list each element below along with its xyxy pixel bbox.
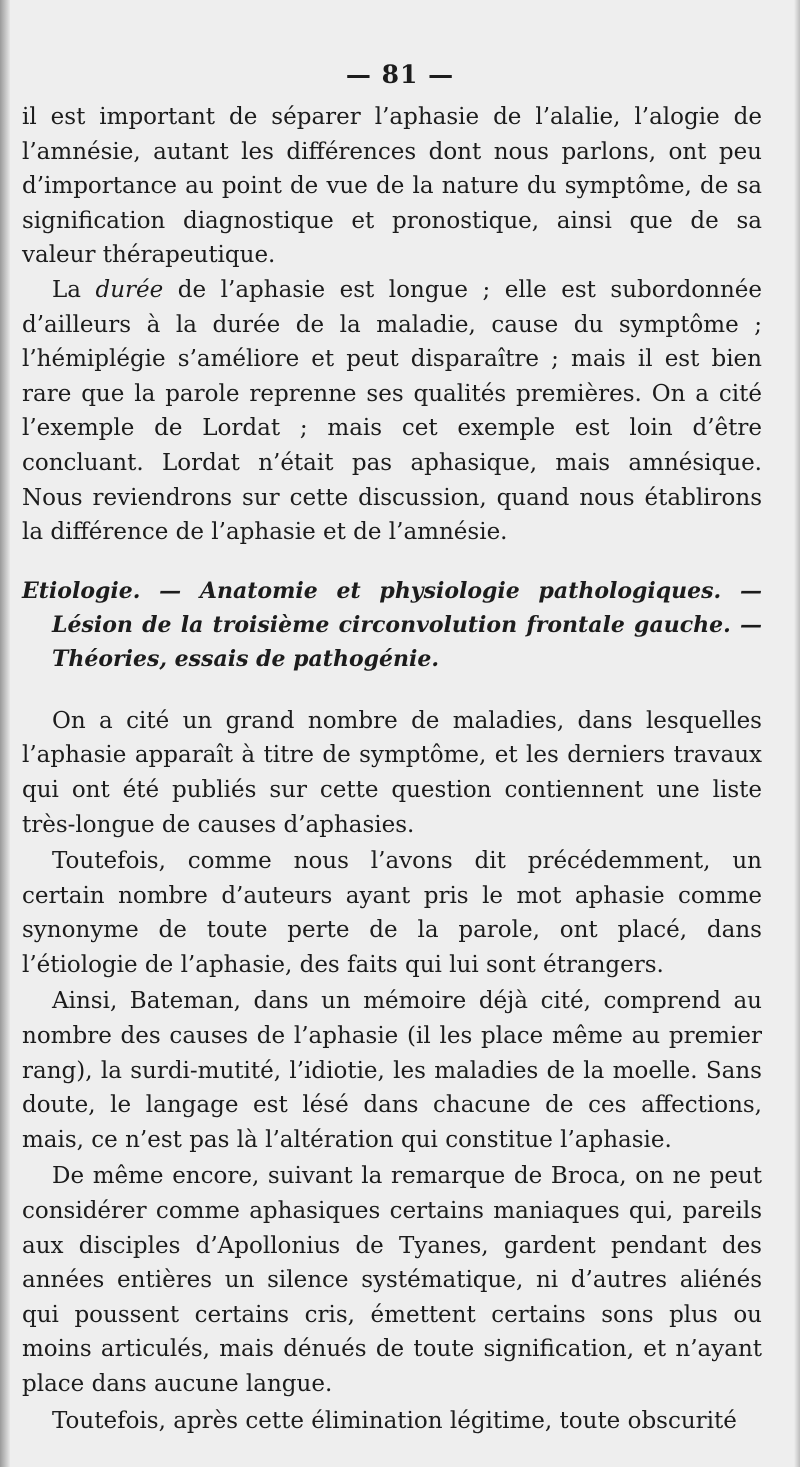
- paragraph-causes: On a cité un grand nombre de maladies, dans lesquelles l’aphasie apparaît à titre de symptôme, et les derniers travaux qui ont été publiés sur cette question contiennent une liste très-longue de causes d’aphasies.: [22, 707, 762, 838]
- paragraph-bateman: Ainsi, Bateman, dans un mémoire déjà cité, comprend au nombre des causes de l’aphasie (il les place même au premier rang), la surdi-mutité, l’idiotie, les maladies de la moelle. Sans doute, le langage est lésé dans chacune de ces affections, mais, ce n’est pas là l’altération qui constitue l’aphasie.: [22, 988, 762, 1153]
- paragraph-aphasia-distinction: il est important de séparer l’aphasie de l’alalie, l’alogie de l’amnésie, autant les différences dont nous parlons, ont peu d’importance au point de vue de la nature du symptôme, de sa signification diagnostique et pronostique, ainsi que de sa valeur thérapeutique.: [22, 104, 762, 269]
- section-heading-etiologie: Etiologie. — Anatomie et physiologie pathologiques. — Lésion de la troisième circonvolution frontale gauche. — Théories, essais de pathogénie.: [22, 577, 762, 672]
- paragraph-authors: Toutefois, comme nous l’avons dit précédemment, un certain nombre d’auteurs ayant pris le mot aphasie comme synonyme de toute perte de la parole, ont placé, dans l’étiologie de l’aphasie, des faits qui lui sont étrangers.: [22, 848, 762, 978]
- paragraph-elimination: Toutefois, après cette élimination légitime, toute obscurité: [52, 1407, 737, 1434]
- italic-term-duree: durée: [95, 276, 164, 303]
- paragraph-broca: De même encore, suivant la remarque de Broca, on ne peut considérer comme aphasiques certains maniaques qui, pareils aux disciples d’Apollonius de Tyanes, gardent pendant des années entières un silence systématique, ni d’autres aliénés qui poussent certains cris, émettent certains sons plus ou moins articulés, mais dénués de toute signification, et n’ayant place dans aucune langue.: [22, 1163, 762, 1397]
- page-body: [22, 100, 762, 1438]
- paragraph-duration-prefix: La: [52, 276, 96, 303]
- page-number: — 81 —: [345, 60, 455, 89]
- paragraph-duration: [22, 273, 762, 550]
- paragraph-duration-text: de l’aphasie est longue ; elle est subordonnée d’ailleurs à la durée de la maladie, cause du symptôme ; l’hémiplégie s’améliore et peut disparaître ; mais il est bien rare que la parole reprenne ses qualités premières. On a cité l’exemple de Lordat ; mais cet exemple est loin d’être concluant. Lordat n’était pas aphasique, mais amnésique. Nous reviendrons sur cette discussion, quand nous établirons la différence de l’aphasie et de l’amnésie.: [22, 276, 763, 546]
